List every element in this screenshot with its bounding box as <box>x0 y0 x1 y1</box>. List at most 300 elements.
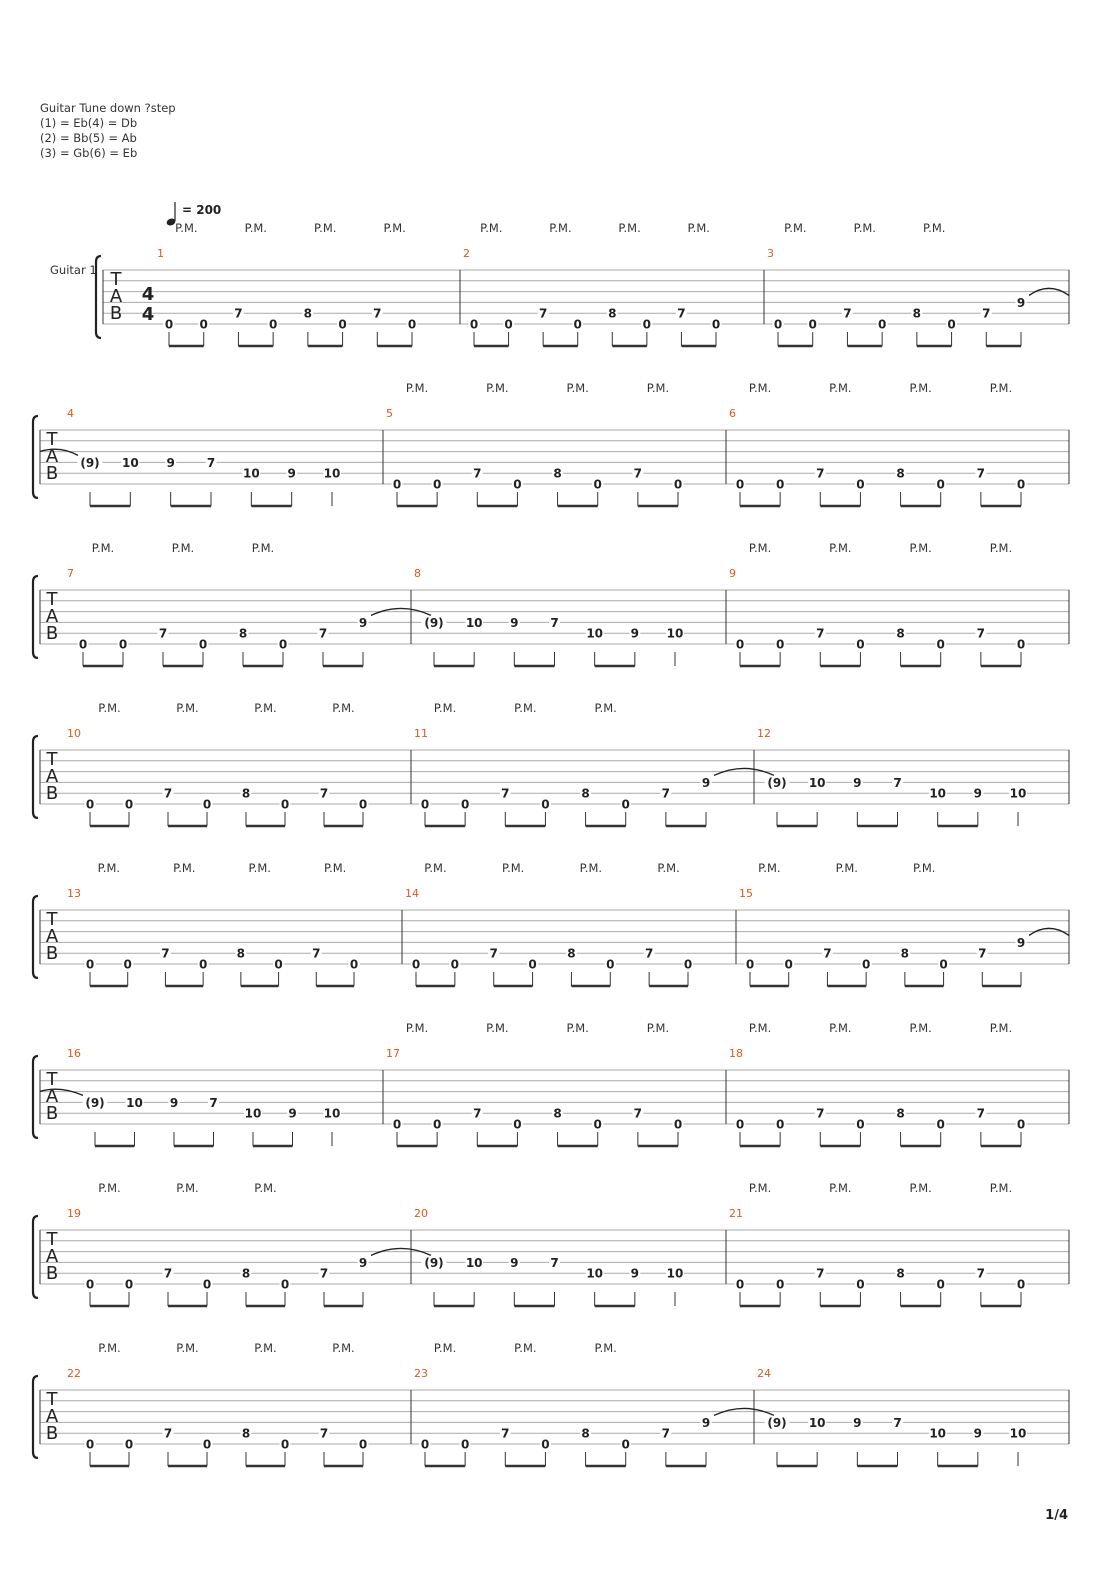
fret-number: 7 <box>816 626 825 641</box>
fret-number: 9 <box>853 775 862 790</box>
fret-number: 0 <box>420 1437 430 1452</box>
palm-mute-label: P.M. <box>433 1341 457 1355</box>
fret-number: 0 <box>856 1277 865 1292</box>
fret-number: (9) <box>767 775 787 790</box>
fret-number: 0 <box>735 637 745 652</box>
fret-number: 8 <box>912 306 922 321</box>
fret-number: 0 <box>856 477 865 492</box>
palm-mute-label: P.M. <box>748 1021 772 1035</box>
palm-mute-label: P.M. <box>251 541 275 555</box>
fret-number: 0 <box>358 1437 368 1452</box>
fret-number: 10 <box>586 626 604 641</box>
measure-number: 18 <box>729 1047 743 1060</box>
palm-mute-label: P.M. <box>989 541 1013 555</box>
fret-number: 7 <box>319 786 329 801</box>
fret-number: 8 <box>896 626 905 641</box>
fret-number: 0 <box>877 317 887 332</box>
fret-number: 7 <box>161 946 170 961</box>
measure-number: 1 <box>157 247 164 260</box>
fret-number: (9) <box>85 1095 105 1110</box>
palm-mute-label: P.M. <box>254 1181 277 1195</box>
fret-number: 9 <box>287 466 296 481</box>
measure-number: 13 <box>67 887 81 900</box>
tab-clef-letter: T <box>46 1069 58 1090</box>
fret-number: 7 <box>976 466 986 481</box>
fret-number: 0 <box>541 797 550 812</box>
fret-number: 0 <box>198 957 208 972</box>
fret-number: 0 <box>124 797 134 812</box>
palm-mute-label: P.M. <box>923 221 946 235</box>
fret-number: 8 <box>896 466 905 481</box>
palm-mute-label: P.M. <box>909 1181 932 1195</box>
fret-number: 0 <box>673 1117 683 1132</box>
fret-number: (9) <box>80 455 100 470</box>
fret-number: 10 <box>126 1095 143 1110</box>
time-signature-top: 4 <box>141 284 155 305</box>
fret-number: 10 <box>586 1266 604 1281</box>
fret-number: 0 <box>338 317 347 332</box>
fret-number: 8 <box>303 306 313 321</box>
measure-number: 19 <box>67 1207 81 1220</box>
fret-number: 0 <box>775 1277 785 1292</box>
fret-number: 8 <box>581 786 590 801</box>
fret-number: 7 <box>978 946 987 961</box>
fret-number: 10 <box>929 1426 947 1441</box>
measure-number: 11 <box>414 727 428 740</box>
fret-number: 0 <box>202 1437 212 1452</box>
palm-mute-label: P.M. <box>383 221 406 235</box>
fret-number: 8 <box>241 786 251 801</box>
fret-number: 7 <box>501 786 510 801</box>
fret-number: 0 <box>936 637 945 652</box>
fret-number: 0 <box>861 957 871 972</box>
fret-number: 10 <box>666 1266 684 1281</box>
fret-number: 10 <box>323 466 341 481</box>
fret-number: 0 <box>85 1277 95 1292</box>
fret-number: 0 <box>202 797 212 812</box>
fret-number: 7 <box>816 1106 825 1121</box>
measure-number: 2 <box>463 247 470 260</box>
fret-number: 0 <box>593 1117 602 1132</box>
fret-number: 0 <box>745 957 755 972</box>
fret-number: 0 <box>936 477 945 492</box>
time-signature-bottom: 4 <box>141 304 155 325</box>
palm-mute-label: P.M. <box>332 701 355 715</box>
palm-mute-label: P.M. <box>989 1181 1013 1195</box>
fret-number: 0 <box>124 1277 134 1292</box>
palm-mute-label: P.M. <box>98 1181 121 1195</box>
measure-number: 21 <box>729 1207 743 1220</box>
fret-number: 9 <box>358 615 368 630</box>
palm-mute-label: P.M. <box>486 381 509 395</box>
palm-mute-label: P.M. <box>433 701 457 715</box>
tab-clef-letter: B <box>45 1423 59 1444</box>
tempo-marking: = 200 <box>182 203 222 217</box>
fret-number: 0 <box>432 1117 442 1132</box>
tab-clef-letter: T <box>46 429 58 450</box>
palm-mute-label: P.M. <box>405 381 429 395</box>
fret-number: 9 <box>166 455 175 470</box>
palm-mute-label: P.M. <box>748 541 772 555</box>
fret-number: 0 <box>947 317 956 332</box>
palm-mute-label: P.M. <box>176 1181 199 1195</box>
palm-mute-label: P.M. <box>909 1021 932 1035</box>
fret-number: 0 <box>85 957 95 972</box>
fret-number: 9 <box>853 1415 862 1430</box>
fret-number: 8 <box>553 466 562 481</box>
palm-mute-label: P.M. <box>829 1181 852 1195</box>
tab-clef-letter: T <box>46 1389 58 1410</box>
fret-number: 8 <box>896 1266 905 1281</box>
fret-number: 10 <box>666 626 684 641</box>
fret-number: 7 <box>319 1426 329 1441</box>
palm-mute-label: P.M. <box>913 861 936 875</box>
fret-number: 9 <box>973 1426 983 1441</box>
palm-mute-label: P.M. <box>748 381 772 395</box>
fret-number: 0 <box>392 1117 402 1132</box>
palm-mute-label: P.M. <box>254 1341 277 1355</box>
palm-mute-label: P.M. <box>323 861 347 875</box>
fret-number: 0 <box>432 477 442 492</box>
fret-number: 7 <box>893 1415 902 1430</box>
palm-mute-label: P.M. <box>748 1181 772 1195</box>
measure-number: 14 <box>405 887 419 900</box>
palm-mute-label: P.M. <box>909 381 932 395</box>
fret-number: 9 <box>510 615 519 630</box>
measure-number: 12 <box>757 727 771 740</box>
palm-mute-label: P.M. <box>758 861 781 875</box>
fret-number: 0 <box>621 1437 630 1452</box>
fret-number: 0 <box>735 477 745 492</box>
fret-number: 7 <box>318 626 328 641</box>
fret-number: 7 <box>234 306 243 321</box>
measure-number: 23 <box>414 1367 428 1380</box>
palm-mute-label: P.M. <box>171 541 195 555</box>
palm-mute-label: P.M. <box>98 1341 121 1355</box>
tab-clef-letter: A <box>45 766 59 787</box>
palm-mute-label: P.M. <box>486 1021 509 1035</box>
fret-number: 0 <box>349 957 359 972</box>
fret-number: 7 <box>206 455 216 470</box>
system-bracket <box>96 256 101 338</box>
fret-number: 7 <box>633 466 643 481</box>
tuning-line-1: (1) = Eb(4) = Db <box>40 116 138 130</box>
tab-clef-letter: A <box>45 606 59 627</box>
measure-number: 22 <box>67 1367 81 1380</box>
fret-number: 8 <box>608 306 617 321</box>
fret-number: 7 <box>893 775 902 790</box>
tuning-line-2: (2) = Bb(5) = Ab <box>40 131 137 145</box>
fret-number: 0 <box>808 317 817 332</box>
fret-number: 8 <box>567 946 576 961</box>
system-bracket <box>33 736 38 818</box>
system-bracket <box>33 1056 38 1138</box>
fret-number: 0 <box>1016 637 1026 652</box>
palm-mute-label: P.M. <box>594 701 617 715</box>
fret-number: 9 <box>1016 935 1026 950</box>
palm-mute-label: P.M. <box>909 541 932 555</box>
tab-clef-letter: T <box>46 589 58 610</box>
palm-mute-label: P.M. <box>176 701 199 715</box>
fret-number: 7 <box>158 626 168 641</box>
measure-number: 6 <box>729 407 736 420</box>
tab-clef-letter: T <box>46 749 58 770</box>
fret-number: 10 <box>465 615 483 630</box>
palm-mute-label: P.M. <box>175 221 198 235</box>
tab-clef-letter: T <box>110 269 122 290</box>
fret-number: 0 <box>856 637 865 652</box>
tab-clef-letter: B <box>45 943 59 964</box>
fret-number: 7 <box>816 1266 825 1281</box>
tab-clef-letter: T <box>46 909 58 930</box>
palm-mute-label: P.M. <box>405 1021 429 1035</box>
palm-mute-label: P.M. <box>829 541 852 555</box>
fret-number: 9 <box>701 1415 711 1430</box>
fret-number: 0 <box>450 957 460 972</box>
fret-number: 8 <box>238 626 248 641</box>
measure-number: 4 <box>67 407 74 420</box>
tab-clef-letter: B <box>45 1263 59 1284</box>
tab-clef-letter: A <box>45 1406 59 1427</box>
fret-number: 7 <box>677 306 686 321</box>
palm-mute-label: P.M. <box>97 861 121 875</box>
tab-clef-letter: A <box>45 446 59 467</box>
palm-mute-label: P.M. <box>173 861 196 875</box>
fret-number: 8 <box>241 1266 251 1281</box>
fret-number: 0 <box>775 1117 785 1132</box>
tab-clef-letter: A <box>45 1246 59 1267</box>
fret-number: 7 <box>489 946 498 961</box>
palm-mute-label: P.M. <box>98 701 121 715</box>
fret-number: 0 <box>683 957 693 972</box>
palm-mute-label: P.M. <box>829 1021 852 1035</box>
fret-number: (9) <box>424 1255 444 1270</box>
fret-number: 0 <box>735 1117 745 1132</box>
measure-number: 8 <box>414 567 421 580</box>
palm-mute-label: P.M. <box>424 861 447 875</box>
fret-number: 7 <box>661 1426 671 1441</box>
fret-number: 0 <box>78 637 88 652</box>
fret-number: 7 <box>163 786 173 801</box>
fret-number: 7 <box>473 1106 482 1121</box>
palm-mute-label: P.M. <box>784 221 807 235</box>
system-bracket <box>33 576 38 658</box>
fret-number: 8 <box>900 946 910 961</box>
measure-number: 24 <box>757 1367 771 1380</box>
tab-clef-letter: B <box>109 303 123 324</box>
fret-number: 7 <box>976 1266 986 1281</box>
fret-number: 0 <box>420 797 430 812</box>
fret-number: (9) <box>767 1415 787 1430</box>
fret-number: 0 <box>85 1437 95 1452</box>
fret-number: 0 <box>606 957 615 972</box>
fret-number: 0 <box>775 477 785 492</box>
fret-number: 0 <box>124 1437 134 1452</box>
measure-number: 10 <box>67 727 81 740</box>
fret-number: 0 <box>735 1277 745 1292</box>
fret-number: 7 <box>163 1426 173 1441</box>
palm-mute-label: P.M. <box>835 861 858 875</box>
fret-number: 0 <box>528 957 537 972</box>
fret-number: 10 <box>242 466 260 481</box>
system-bracket <box>33 416 38 498</box>
fret-number: 7 <box>209 1095 218 1110</box>
fret-number: 0 <box>939 957 948 972</box>
tab-clef-letter: A <box>45 1086 59 1107</box>
palm-mute-label: P.M. <box>646 381 670 395</box>
fret-number: 7 <box>976 626 986 641</box>
fret-number: 0 <box>593 477 602 492</box>
measure-number: 5 <box>386 407 393 420</box>
fret-number: 8 <box>236 946 246 961</box>
fret-number: 0 <box>280 797 290 812</box>
fret-number: 9 <box>630 1266 640 1281</box>
fret-number: 10 <box>808 1415 826 1430</box>
system-bracket <box>33 1376 38 1458</box>
fret-number: 0 <box>711 317 721 332</box>
fret-number: 0 <box>407 317 417 332</box>
palm-mute-label: P.M. <box>829 381 852 395</box>
fret-number: 7 <box>982 306 991 321</box>
fret-number: 0 <box>469 317 479 332</box>
fret-number: 0 <box>775 637 785 652</box>
fret-number: 0 <box>936 1117 945 1132</box>
fret-number: 0 <box>1016 1277 1026 1292</box>
system-bracket <box>33 896 38 978</box>
palm-mute-label: P.M. <box>989 381 1013 395</box>
fret-number: 0 <box>268 317 278 332</box>
fret-number: 0 <box>773 317 783 332</box>
fret-number: 7 <box>633 1106 643 1121</box>
fret-number: 0 <box>85 797 95 812</box>
fret-number: 0 <box>1016 1117 1026 1132</box>
fret-number: 10 <box>1009 1426 1027 1441</box>
fret-number: 0 <box>392 477 402 492</box>
palm-mute-label: P.M. <box>618 221 641 235</box>
fret-number: 0 <box>936 1277 945 1292</box>
fret-number: 7 <box>163 1266 173 1281</box>
fret-number: 7 <box>538 306 548 321</box>
palm-mute-label: P.M. <box>314 221 337 235</box>
fret-number: 7 <box>816 466 825 481</box>
fret-number: 10 <box>121 455 139 470</box>
fret-number: 0 <box>1016 477 1026 492</box>
palm-mute-label: P.M. <box>514 1341 537 1355</box>
fret-number: 0 <box>411 957 421 972</box>
palm-mute-label: P.M. <box>566 381 589 395</box>
fret-number: 0 <box>541 1437 550 1452</box>
palm-mute-label: P.M. <box>244 221 267 235</box>
fret-number: 10 <box>323 1106 341 1121</box>
fret-number: 7 <box>644 946 654 961</box>
fret-number: 10 <box>929 786 947 801</box>
fret-number: 0 <box>164 317 174 332</box>
fret-number: 8 <box>553 1106 562 1121</box>
fret-number: 8 <box>241 1426 251 1441</box>
fret-number: 7 <box>550 615 559 630</box>
measure-number: 7 <box>67 567 74 580</box>
measure-number: 20 <box>414 1207 428 1220</box>
fret-number: 7 <box>550 1255 559 1270</box>
fret-number: 7 <box>501 1426 510 1441</box>
fret-number: 0 <box>784 957 793 972</box>
palm-mute-label: P.M. <box>91 541 115 555</box>
palm-mute-label: P.M. <box>579 861 603 875</box>
fret-number: 0 <box>274 957 283 972</box>
palm-mute-label: P.M. <box>332 1341 355 1355</box>
tab-clef-letter: T <box>46 1229 58 1250</box>
measure-number: 15 <box>739 887 753 900</box>
fret-number: 8 <box>581 1426 590 1441</box>
fret-number: 7 <box>843 306 852 321</box>
fret-number: 0 <box>118 637 128 652</box>
fret-number: 7 <box>319 1266 329 1281</box>
fret-number: 10 <box>244 1106 262 1121</box>
fret-number: 10 <box>808 775 826 790</box>
fret-number: 7 <box>823 946 832 961</box>
fret-number: 0 <box>358 797 368 812</box>
measure-number: 9 <box>729 567 736 580</box>
palm-mute-label: P.M. <box>514 701 537 715</box>
palm-mute-label: P.M. <box>687 221 710 235</box>
page-number: 1/4 <box>1045 1508 1068 1523</box>
measure-number: 3 <box>767 247 774 260</box>
tab-clef-letter: B <box>45 463 59 484</box>
tab-clef-letter: B <box>45 1103 59 1124</box>
fret-number: 0 <box>198 637 208 652</box>
fret-number: 9 <box>358 1255 368 1270</box>
tab-clef-letter: B <box>45 783 59 804</box>
palm-mute-label: P.M. <box>501 861 525 875</box>
fret-number: 9 <box>510 1255 519 1270</box>
palm-mute-label: P.M. <box>549 221 572 235</box>
fret-number: 9 <box>1016 295 1026 310</box>
palm-mute-label: P.M. <box>989 1021 1013 1035</box>
palm-mute-label: P.M. <box>566 1021 589 1035</box>
tab-clef-letter: A <box>45 926 59 947</box>
tuning-line-3: (3) = Gb(6) = Eb <box>40 146 138 160</box>
fret-number: 0 <box>621 797 630 812</box>
fret-number: 9 <box>973 786 983 801</box>
palm-mute-label: P.M. <box>594 1341 617 1355</box>
fret-number: (9) <box>424 615 444 630</box>
fret-number: 0 <box>199 317 208 332</box>
fret-number: 0 <box>513 1117 522 1132</box>
fret-number: 0 <box>856 1117 865 1132</box>
fret-number: 7 <box>976 1106 986 1121</box>
system-bracket <box>33 1216 38 1298</box>
fret-number: 0 <box>673 477 683 492</box>
fret-number: 0 <box>460 797 470 812</box>
fret-number: 0 <box>123 957 132 972</box>
fret-number: 10 <box>1009 786 1027 801</box>
fret-number: 7 <box>473 466 482 481</box>
fret-number: 7 <box>312 946 321 961</box>
fret-number: 0 <box>513 477 522 492</box>
measure-number: 17 <box>386 1047 400 1060</box>
palm-mute-label: P.M. <box>248 861 271 875</box>
fret-number: 0 <box>280 1437 290 1452</box>
palm-mute-label: P.M. <box>480 221 503 235</box>
palm-mute-label: P.M. <box>646 1021 670 1035</box>
fret-number: 9 <box>169 1095 179 1110</box>
fret-number: 0 <box>202 1277 212 1292</box>
tab-clef-letter: B <box>45 623 59 644</box>
tuning-title: Guitar Tune down ?step <box>40 101 176 115</box>
fret-number: 8 <box>896 1106 905 1121</box>
fret-number: 0 <box>280 1277 290 1292</box>
instrument-label: Guitar 1 <box>50 263 97 277</box>
